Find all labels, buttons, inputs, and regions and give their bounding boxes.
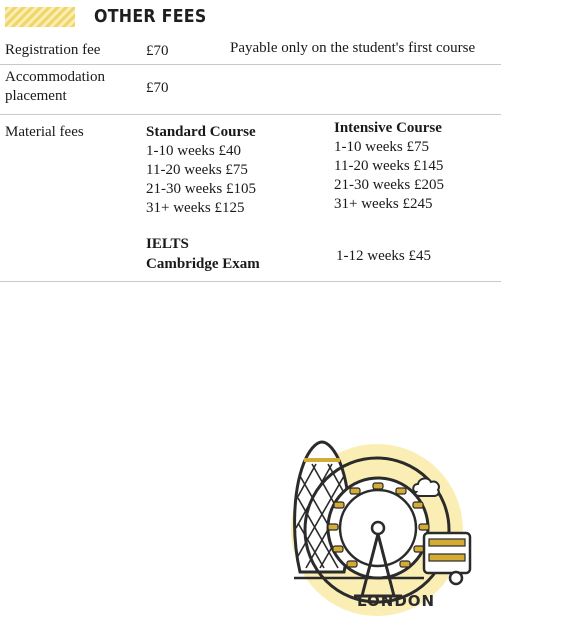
- row-divider: [0, 281, 501, 282]
- intensive-course-row: 11-20 weeks £145: [334, 158, 444, 174]
- accommodation-price: £70: [146, 80, 169, 96]
- intensive-course-row: 21-30 weeks £205: [334, 177, 444, 193]
- london-landmarks-icon: [284, 438, 474, 623]
- row-divider: [0, 114, 501, 115]
- standard-course-row: 1-10 weeks £40: [146, 143, 241, 159]
- section-title: OTHER FEES: [94, 6, 207, 27]
- section-header-stripe: [5, 7, 75, 27]
- standard-course-row: 31+ weeks £125: [146, 200, 245, 216]
- accommodation-label-line1: Accommodation: [5, 69, 105, 85]
- intensive-course-row: 1-10 weeks £75: [334, 139, 429, 155]
- registration-fee-label: Registration fee: [5, 42, 101, 58]
- exam-title-line2: Cambridge Exam: [146, 256, 260, 272]
- material-fees-label: Material fees: [5, 124, 84, 140]
- intensive-course-row: 31+ weeks £245: [334, 196, 433, 212]
- accommodation-label-line2: placement: [5, 88, 67, 104]
- standard-course-row: 21-30 weeks £105: [146, 181, 256, 197]
- standard-course-row: 11-20 weeks £75: [146, 162, 248, 178]
- intensive-course-title: Intensive Course: [334, 120, 442, 136]
- standard-course-title: Standard Course: [146, 124, 256, 140]
- exam-title-line1: IELTS: [146, 236, 189, 252]
- exam-price: 1-12 weeks £45: [336, 248, 431, 264]
- row-divider: [0, 64, 501, 65]
- registration-fee-note: Payable only on the student's first course: [230, 40, 476, 56]
- registration-fee-price: £70: [146, 43, 169, 59]
- logo-text: LONDON: [357, 592, 436, 610]
